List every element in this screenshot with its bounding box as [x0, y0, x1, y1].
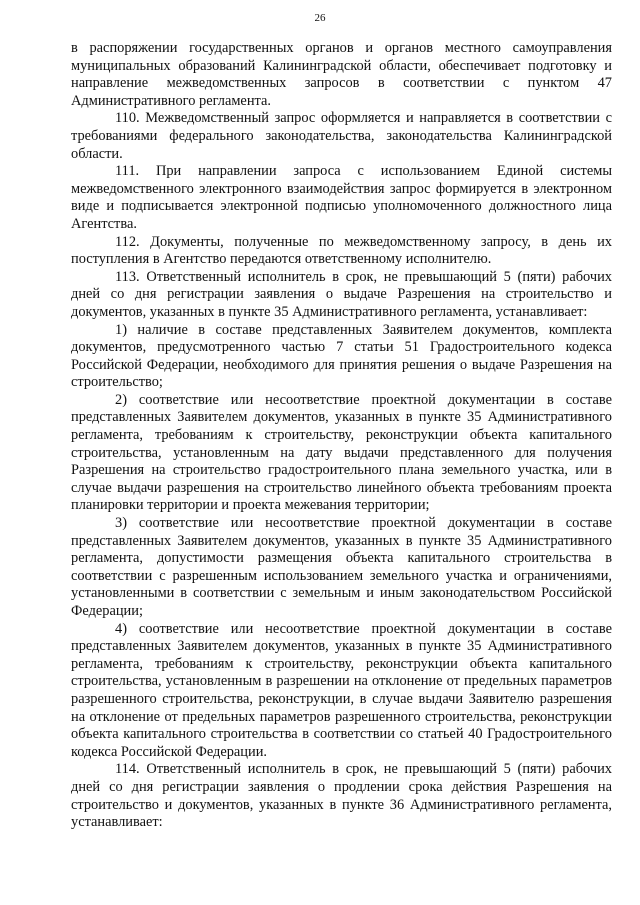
paragraph-110: 110. Межведомственный запрос оформляется и направляется в соответствии с требованиями федерального законодательства, законодательства Калининградской области.	[71, 110, 612, 162]
paragraph-113-item-4: 4) соответствие или несоответствие проектной документации в составе представленных Заявителем документов, указанных в пункте 35 Административного регламента, требованиям к строительству, реконструкции объекта капитального строительства, установленным в разрешении на отклонение от предельных параметров разрешенного строительства, реконструкции, в случае выдачи Заявителю разрешения на отклонение от предельных параметров разрешенного строительства, реконструкции объекта капитального строительства в соответствии со статьей 40 Градостроительного кодекса Российской Федерации.	[71, 620, 612, 760]
paragraph-113-item-2: 2) соответствие или несоответствие проектной документации в составе представленных Заявителем документов, указанных в пункте 35 Административного регламента, требованиям к строительству, реконструкции объекта капитального строительства, установленным на дату выдачи представленного для получения Разрешения на строительство градостроительного плана земельного участка, или в случае выдачи разрешения на строительство линейного объекта требованиям проекта планировки территории и проекта межевания территории;	[71, 391, 612, 514]
paragraph-112: 112. Документы, полученные по межведомственному запросу, в день их поступления в Агентство передаются ответственному исполнителю.	[71, 233, 612, 268]
paragraph-111: 111. При направлении запроса с использованием Единой системы межведомственного электронного взаимодействия запрос формируется в электронном виде и подписывается электронной подписью уполномоченного должностного лица Агентства.	[71, 163, 612, 232]
page-number: 26	[314, 12, 326, 24]
paragraph-113-item-3: 3) соответствие или несоответствие проектной документации в составе представленных Заявителем документов, указанных в пункте 35 Административного регламента, допустимости размещения объекта капитального строительства в соответствии с разрешенным использованием земельного участка и ограничениями, установленными в соответствии с земельным и иным законодательством Российской Федерации;	[71, 515, 612, 619]
document-body	[71, 40, 612, 832]
paragraph-113-item-1: 1) наличие в составе представленных Заявителем документов, комплекта документов, предусмотренного частью 7 статьи 51 Градостроительного кодекса Российской Федерации, необходимого для принятия решения о выдаче Разрешения на строительство;	[71, 321, 612, 391]
paragraph-114: 114. Ответственный исполнитель в срок, не превышающий 5 (пяти) рабочих дней со дня регистрации заявления о продлении срока действия Разрешения на строительство и документов, указанных в пункте 36 Административного регламента, устанавливает:	[71, 761, 612, 831]
paragraph-113: 113. Ответственный исполнитель в срок, не превышающий 5 (пяти) рабочих дней со дня регистрации заявления о выдаче Разрешения на строительство и документов, указанных в пункте 35 Административного регламента, устанавливает:	[71, 268, 612, 320]
paragraph-continuation: в распоряжении государственных органов и органов местного самоуправления муниципальных образований Калининградской области, обеспечивает подготовку и направление межведомственных запросов в соответствии с пунктом 47 Административного регламента.	[71, 40, 612, 109]
